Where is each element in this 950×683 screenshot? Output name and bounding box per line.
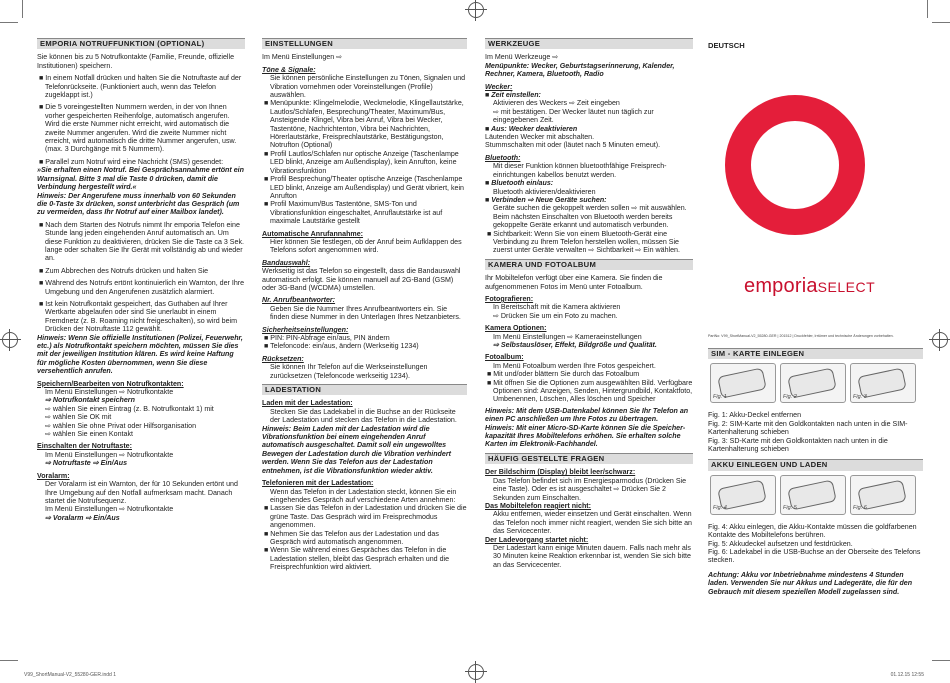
bullet: ■ Profil Lautlos/Schlafen nur optische Anzeige (Taschenlampe LED blinkt, Anzeige am Außendisplay), kein Anrufton, keine Vibrationsfunktion <box>264 149 459 175</box>
brand-logo <box>744 275 876 297</box>
figure-label: Fig. 4 <box>713 505 727 512</box>
part-number: PartNo: V99_ShortManual-V2_55280-GER | 201512 | Druckfehler, Irrtümer und technische Änderungen vorbehalten. <box>708 334 894 338</box>
step: Im Menü Einstellungen ⇨ Notrufkontakte <box>45 505 174 514</box>
step: Geräte suchen die gekoppelt werden sollen ⇨ mit auswählen. <box>493 204 687 213</box>
bullet: ■ Lassen Sie das Telefon in der Ladestation und drücken Sie die grüne Taste. Das Gespräch wird im Freisprechmodus angenommen. <box>264 504 467 530</box>
warning-note: Achtung: Akku vor Inbetriebnahme mindestens 4 Stunden laden. Verwenden Sie nur Akkus und Ladegeräte, die für den Gebrauch mit diesem speziellen Modell zugelassen sind. <box>708 570 913 596</box>
registration-mark-left <box>2 332 18 348</box>
paragraph: Sie können bis zu 5 Notrufkontakte (Familie, Freunde, offizielle Institutionen) speichern. <box>37 53 235 70</box>
subheading: Wecker: <box>485 82 513 91</box>
subheading: Telefonieren mit der Ladestation: <box>262 479 374 488</box>
subheading: Nr. Anrufbeantworter: <box>262 296 336 305</box>
caption: Fig. 6: Ladekabel in die USB-Buchse an der Oberseite des Telefons stecken. <box>708 548 921 565</box>
subheading: Einschalten der Notruftaste: <box>37 442 132 451</box>
step: Bluetooth aktivieren/deaktivieren <box>493 187 596 196</box>
step: ⇨ mit bestätigen. Der Wecker läutet nun täglich zur eingegebenen Zeit. <box>493 107 654 125</box>
registration-mark-bottom <box>468 664 484 680</box>
subheading: Rücksetzen: <box>262 354 304 363</box>
figure-3 <box>850 363 916 403</box>
section-header: SIM - KARTE EINLEGEN <box>708 348 923 359</box>
brand-name: emporia <box>744 275 818 297</box>
section-header: EMPORIA NOTRUFFUNKTION (OPTIONAL) <box>37 38 245 49</box>
note: Hinweis: Mit einer Micro-SD-Karte können Sie die Speicher-kapazität Ihres Mobiltelefons erhöhen. Sie erhalten solche Karten im Elektronik-Fachhandel. <box>485 423 686 449</box>
caption: Fig. 4: Akku einlegen, die Akku-Kontakte müssen die goldfarbenen Kontakte des Mobiltelefons berühren. <box>708 522 917 540</box>
bullet: ■ Menüpunkte: Klingelmelodie, Weckmelodie, Klingellautstärke, Lautlos/Schlafen, Besprechung/Theater, Maximum/Bus, Ansteigende Klingel, Vibra bei Anruf, Vibra bei Wecker, Tastentöne, Nachrichtenton, Vibra bei Nachrichten, Hörerlautstärke, Freisprechlautstärke, Bestätigungston, Notrufton (Optional) <box>264 99 464 150</box>
figure-4 <box>710 475 776 515</box>
bullet: ■ Mit und/oder blättern Sie durch das Fotoalbum <box>487 370 640 379</box>
step: In Bereitschaft mit die Kamera aktivieren <box>493 303 621 312</box>
footer-file: V99_ShortManual-V2_55280-GER.indd 1 <box>24 671 117 678</box>
trim-mark <box>927 0 928 18</box>
bullet: ■ In einem Notfall drücken und halten Sie die Notruftaste auf der Telefonrückseite. (Funktioniert auch, wenn das Telefon zugeklappt ist.) <box>39 74 242 100</box>
paragraph: Geben Sie die Nummer Ihres Anrufbeantworters ein. Sie finden diese Nummer in den Unterlagen Ihres Netzanbieters. <box>270 304 461 322</box>
bullet: ■ Sichtbarkeit: Wenn Sie von einem Bluetooth-Gerät eine Verbindung zu Ihrem Telefon herstellen wollen, müssen Sie zuerst unter Geräte verwalten ⇨ Sichtbarkeit ⇨ Ein wählen. <box>487 229 680 255</box>
subheading: Laden mit der Ladestation: <box>262 399 353 408</box>
bullet: ■ Telefoncode: ein/aus, ändern (Werkseitig 1234) <box>264 342 419 351</box>
caption: Fig. 1: Akku-Deckel entfernen <box>708 411 802 420</box>
subheading: Fotoalbum: <box>485 353 524 362</box>
trim-mark <box>22 0 23 18</box>
bullet: ■ Aus: Wecker deaktivieren <box>485 124 578 133</box>
bullet: ■ Während des Notrufs ertönt kontinuierlich ein Warnton, der Ihre Umgebung und den Angerufenen zusätzlich alarmiert. <box>39 279 245 296</box>
note: Hinweis: Beim Laden mit der Ladestation wird die Vibrationsfunktion bei einem eingehenden Anruf automatisch ausgeschaltet. Damit soll ein ungewolltes Bewegen der Ladestation durch die Vibration verhindert werden. Wenn Sie das Telefon aus der Ladestation entnehmen, ist die Vibrationsfunktion wieder aktiv. <box>262 424 451 475</box>
subheading: Automatische Anrufannahme: <box>262 229 364 238</box>
section-header: KAMERA UND FOTOALBUM <box>485 259 693 270</box>
caption: Fig. 3: SD-Karte mit den Goldkontakten nach unten in die Kartenhalterung schieben <box>708 436 888 454</box>
figure-label: Fig. 3 <box>853 394 867 400</box>
subheading: Der Bildschirm (Display) bleibt leer/schwarz: <box>485 468 636 477</box>
subheading: Fotografieren: <box>485 294 534 303</box>
brand-sub: SELECT <box>817 279 876 295</box>
bullet: ■ Profil Maximum/Bus Tastentöne, SMS-Ton und Vibrationsfunktion eingeschaltet, Anruflautstärke ist auf maximale Lautstärke gestellt <box>264 200 443 226</box>
subheading: Der Ladevorgang startet nicht: <box>485 535 589 544</box>
subheading: Speichern/Bearbeiten von Notrufkontakten: <box>37 379 184 388</box>
figure-label: Fig. 5 <box>783 505 797 512</box>
step: Im Menü Einstellungen ⇨ Notrufkontakte <box>45 450 174 459</box>
step: ⇨ wählen Sie OK mit <box>45 413 112 422</box>
figure-5 <box>780 475 846 515</box>
registration-mark-right <box>932 332 948 348</box>
figure-2 <box>780 363 846 403</box>
subheading: Töne & Signale: <box>262 65 316 74</box>
bullet: ■ Bluetooth ein/aus: <box>485 179 554 188</box>
bullet: ■ Mit öffnen Sie die Optionen zum ausgewählten Bild. Verfügbare Optionen sind: Anzeigen, Senden, Hintergrundbild, Kontaktfoto, Umbenennen, Löschen, Alles löschen und Speicher <box>487 378 693 404</box>
figure-1 <box>710 363 776 403</box>
bullet: ■ Wenn Sie während eines Gespräches das Telefon in die Ladestation stellen, bleibt das Gespräch erhalten und die Freisprechfunktion wird aktiviert. <box>264 546 450 572</box>
step: ⇨ Selbstauslöser, Effekt, Bildgröße und Qualität. <box>493 341 657 349</box>
footer-timestamp: 01.12.15 12:55 <box>890 671 924 678</box>
column-settings <box>262 38 467 572</box>
bullet: ■ PIN: PIN-Abfrage ein/aus, PIN ändern <box>264 334 390 342</box>
section-header: AKKU EINLEGEN UND LADEN <box>708 459 923 470</box>
registration-mark-top <box>468 2 484 18</box>
note: Hinweis: Der Angerufene muss innerhalb von 60 Sekunden die 0-Taste 3x drücken, sonst unterbricht das Gespräch (um zu vermeiden, dass Ihr Notruf auf einer Mailbox landet). <box>37 191 240 217</box>
brand-ring-graphic <box>725 95 865 235</box>
paragraph: Stecken Sie das Ladekabel in die Buchse an der Rückseite der Ladestation und stecken das Telefon in die Ladestation. <box>270 407 457 425</box>
step: ⇨ Voralarm ⇨ Ein/Aus <box>45 513 120 522</box>
paragraph: Sie können Ihr Telefon auf die Werkseinstellungen zurücksetzen (Telefoncode werkseitig 1234). <box>270 363 428 380</box>
step: Im Menü Fotoalbum werden Ihre Fotos gespeichert. <box>493 361 656 370</box>
figure-label: Fig. 6 <box>853 505 867 512</box>
bullet: ■ Nach dem Starten des Notrufs nimmt Ihr emporia Telefon eine Stunde lang jeden eingehenden Anruf automatisch an. Um diese Funktion zu deaktivieren, drücken Sie die Taste ca 3 Sek. lange oder schalten Sie Ihr Gerät mit vollständig ab und wieder an. <box>39 220 245 263</box>
trim-mark <box>932 22 950 23</box>
bullet: ■ Ist kein Notrufkontakt gespeichert, das Guthaben auf Ihrer Wertkarte abgelaufen oder sind Sie unerlaubt in einem Fremdnetz (z. B. Roaming nicht freigeschalten), so wird beim Drücken der Notruftaste 112 gewählt. <box>39 299 237 334</box>
trim-mark <box>0 22 18 23</box>
paragraph: Werkseitig ist das Telefon so eingestellt, dass die Bandauswahl automatisch erfolgt. Sie können manuell auf 2G-Band (GSM) oder 3G-Band (WCDMA) umstellen. <box>262 267 461 292</box>
step: ⇨ wählen Sie einen Kontakt <box>45 430 133 439</box>
step: ⇨ wählen Sie einen Eintrag (z. B. Notrufkontakt 1) mit <box>45 404 214 413</box>
step: Aktivieren des Weckers ⇨ Zeit eingeben <box>493 99 620 108</box>
step: ⇨ Notruftaste ⇨ Ein/Aus <box>45 459 128 468</box>
bullet: ■ Nehmen Sie das Telefon aus der Ladestation und das Gespräch wird automatisch angenommen. <box>264 529 439 546</box>
figure-6 <box>850 475 916 515</box>
quote: »Sie erhalten einen Notruf. Bei Gesprächsannahme ertönt ein Warnsignal. Bitte 3 mal die Taste 0 drücken, damit die Verbindung hergestellt wird.« <box>37 166 244 192</box>
bullet: ■ Die 5 voreingestellten Nummern werden, in der von Ihnen vorher gespeicherten Reihenfolge, automatisch angerufen. Wird die erste Nummer nicht erreicht, wird automatisch die zweite Nummer angerufen. Wird die zweite Nummer nicht erreicht, wird automatisch die dritte Nummer angerufen, usw. (max. 3 Durchgänge mit 5 Nummern). <box>39 103 237 154</box>
bullet: ■ Zeit einstellen: <box>485 91 541 100</box>
step: Im Menü Einstellungen ⇨ Kameraeinstellungen <box>493 332 642 341</box>
paragraph: Der Voralarm ist ein Warnton, der für 10 Sekunden ertönt und Ihre Umgebung auf den Notfall aufmerksam macht. Danach startet die Notrufsequenz. <box>45 480 238 505</box>
section-header: HÄUFIG GESTELLTE FRAGEN <box>485 453 693 464</box>
paragraph: Im Menü Werkzeuge ⇨ <box>485 53 559 62</box>
bullet: ■ Zum Abbrechen des Notrufs drücken und halten Sie <box>39 266 209 275</box>
subheading: Bluetooth: <box>485 153 521 162</box>
caption: Fig. 5: Akkudeckel aufsetzen und festdrücken. <box>708 539 853 548</box>
paragraph: Stummschalten mit oder (läutet nach 5 Minuten erneut). <box>485 141 661 150</box>
step: ⇨ wählen Sie ohne Privat oder Hilfsorganisation <box>45 421 197 430</box>
paragraph: Der Ladestart kann einige Minuten dauern. Falls nach mehr als 30 Minuten keine Reaktion erkennbar ist, wenden Sie sich bitte an das Servicecenter. <box>493 543 691 569</box>
paragraph: Läutenden Wecker mit abschalten. <box>485 133 595 142</box>
step: ⇨ Drücken Sie um ein Foto zu machen. <box>493 311 618 320</box>
column-tools <box>485 38 693 569</box>
column-emergency <box>37 38 245 522</box>
bullet: ■ Parallel zum Notruf wird eine Nachricht (SMS) gesendet: <box>39 157 224 166</box>
paragraph: Ihr Mobiltelefon verfügt über eine Kamera. Sie finden die aufgenommenen Fotos im Menü unter Fotoalbum. <box>485 274 663 291</box>
figure-label: Fig. 2 <box>783 394 797 400</box>
paragraph: Menüpunkte: Wecker, Geburtstagserinnerung, Kalender, Rechner, Kamera, Bluetooth, Radio <box>485 61 675 79</box>
paragraph: Im Menü Einstellungen ⇨ <box>262 53 343 62</box>
paragraph: Akku entfernen, wieder einsetzen und Gerät einschalten. Wenn das Telefon noch immer nicht reagiert, wenden Sie sich bitte an das Servicecenter. <box>493 510 692 536</box>
subheading: Voralarm: <box>37 471 70 480</box>
bullet: ■ Profil Besprechung/Theater optische Anzeige (Taschenlampe LED blinkt, Anzeige am Außendisplay) und Gerät vibriert, kein Anrufton <box>264 175 464 200</box>
subheading: Sicherheitseinstellungen: <box>262 325 349 334</box>
section-header: LADESTATION <box>262 384 467 395</box>
paragraph: Sie können persönliche Einstellungen zu Tönen, Signalen und Vibration vornehmen oder Voreinstellungen (Profile) auswählen. <box>270 74 466 100</box>
figure-label: Fig. 1 <box>713 394 727 400</box>
language-label: DEUTSCH <box>708 41 745 50</box>
paragraph: Hier können Sie festlegen, ob der Anruf beim Aufklappen des Telefons sofort angenommen wird. <box>270 237 462 255</box>
step: Im Menü Einstellungen ⇨ Notrufkontakte <box>45 388 174 397</box>
step: ⇨ Notrufkontakt speichern <box>45 396 135 405</box>
paragraph: Mit dieser Funktion können bluetoothfähige Freisprech-einrichtungen kabellos benutzt werden. <box>493 162 667 179</box>
trim-mark <box>932 660 950 661</box>
subheading: Das Mobiltelefon reagiert nicht: <box>485 501 592 510</box>
subheading: Kamera Optionen: <box>485 324 547 333</box>
section-header: WERKZEUGE <box>485 38 693 49</box>
subheading: Bandauswahl: <box>262 258 311 267</box>
note: Hinweis: Wenn Sie offizielle Institutionen (Polizei, Feuerwehr, etc.) als Notrufkontakt speichern möchten, müssen Sie dies mit der jeweiligen Institution klären. Es wird keine Haftung für mögliche Kosten übernommen, wenn Sie diese versehentlich anrufen. <box>37 333 243 376</box>
step: Beim nächsten Einschalten von Bluetooth werden bereits gekoppelte Geräte erkannt und automatisch verbunden. <box>493 212 673 230</box>
paragraph: Das Telefon befindet sich im Energiesparmodus (Drücken Sie eine Taste). Oder es ist ausgeschaltet ⇨ Drücken Sie 2 Sekunden zum Einschalten. <box>493 476 687 502</box>
bullet: ■ Verbinden ⇨ Neue Geräte suchen: <box>485 195 607 204</box>
paragraph: Wenn das Telefon in der Ladestation steckt, können Sie ein eingehendes Gespräch auf verschiedene Arten annehmen: <box>270 487 457 504</box>
column-sim <box>708 348 923 596</box>
section-header: EINSTELLUNGEN <box>262 38 467 49</box>
trim-mark <box>0 660 18 661</box>
caption: Fig. 2: SIM-Karte mit den Goldkontakten nach unten in die SIM-Kartenhalterung schieben <box>708 419 908 437</box>
note: Hinweis: Mit dem USB-Datenkabel können Sie Ihr Telefon an einen PC anschließen um Ihre Fotos zu übertragen. <box>485 406 689 424</box>
